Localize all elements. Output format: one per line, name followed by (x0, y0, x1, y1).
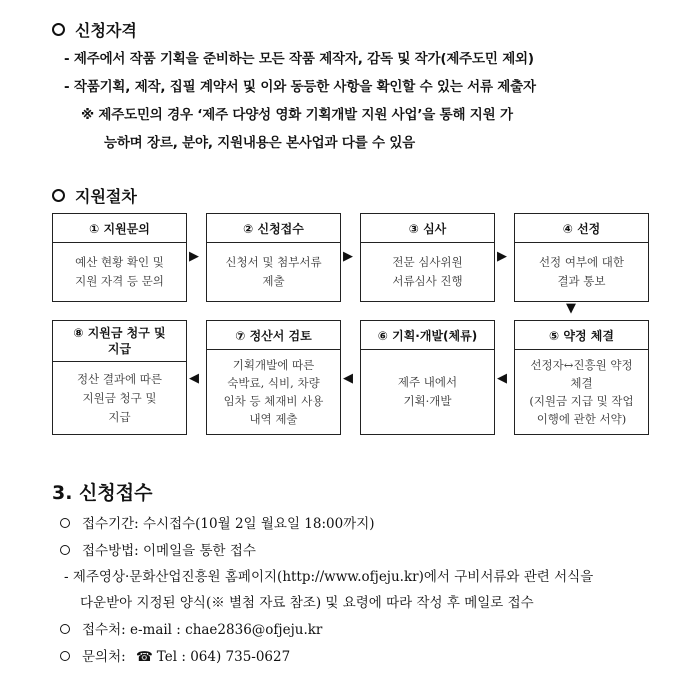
step-body: 선정 여부에 대한 결과 통보 (538, 255, 625, 288)
arrow-right-icon: ▶ (497, 249, 507, 264)
reception-method: 접수방법: 이메일을 통한 접수 (60, 539, 256, 559)
hollow-circle-bullet-icon (60, 518, 70, 528)
arrow-left-icon: ◀ (497, 371, 507, 386)
section-heading: 3. 신청접수 (52, 482, 153, 504)
step-body: 정산 결과에 따른 지원금 청구 및 지급 (76, 371, 163, 424)
arrow-left-icon: ◀ (343, 371, 353, 386)
qualification-heading: 신청자격 (52, 18, 137, 41)
step-body: 예산 현황 확인 및 지원 자격 등 문의 (75, 255, 164, 288)
qualification-line-2: - 작품기획, 제작, 집필 계약서 및 이와 동등한 사항을 확인할 수 있는 서류 제출자 (64, 79, 536, 95)
step-box-4 (514, 213, 649, 302)
arrow-right-icon: ▶ (189, 249, 199, 264)
step-title: ④ 선정 (515, 214, 648, 243)
arrow-down-icon: ▼ (566, 301, 576, 316)
reception-contact: 문의처: ☎ Tel : 064) 735-0627 (60, 645, 290, 665)
hollow-circle-bullet-icon (52, 23, 65, 36)
step-title: ② 신청접수 (207, 214, 340, 243)
step-body: 신청서 및 첨부서류 제출 (225, 255, 322, 288)
step-box-5 (514, 320, 649, 435)
step-body: 전문 심사위원 서류심사 진행 (392, 255, 463, 288)
step-title: ⑧ 지원금 청구 및 지급 (53, 321, 186, 362)
qualification-note-line-2: 능하며 장르, 분야, 지원내용은 본사업과 다를 수 있음 (104, 135, 416, 151)
procedure-heading: 지원절차 (52, 184, 137, 207)
step-body: 제주 내에서 기획·개발 (397, 375, 458, 408)
step-title: ① 지원문의 (53, 214, 186, 243)
step-title: ⑤ 약정 체결 (515, 321, 648, 350)
hollow-circle-bullet-icon (60, 651, 70, 661)
arrow-right-icon: ▶ (343, 249, 353, 264)
step-title: ⑦ 정산서 검토 (207, 321, 340, 350)
step-title: ⑥ 기획·개발(체류) (361, 321, 494, 350)
phone-icon: ☎ (135, 649, 153, 665)
reception-period: 접수기간: 수시접수(10월 2일 월요일 18:00까지) (60, 512, 375, 532)
step-title: ③ 심사 (361, 214, 494, 243)
hollow-circle-bullet-icon (52, 189, 65, 202)
reception-email: 접수처: e-mail : chae2836@ofjeju.kr (60, 618, 322, 638)
arrow-left-icon: ◀ (189, 371, 199, 386)
hollow-circle-bullet-icon (60, 624, 70, 634)
step-box-2 (206, 213, 341, 302)
reception-note-line-2: 다운받아 지정된 양식(※ 별첨 자료 참조) 및 요령에 따라 작성 후 메일로 접수 (80, 595, 534, 611)
step-box-1 (52, 213, 187, 302)
step-body: 기획개발에 따른 숙박료, 식비, 차량 임차 등 체재비 사용 내역 제출 (223, 358, 324, 426)
qualification-line-1: - 제주에서 작품 기획을 준비하는 모든 작품 제작자, 감독 및 작가(제주도민 제외) (64, 51, 534, 67)
step-box-3 (360, 213, 495, 302)
step-box-7 (206, 320, 341, 435)
step-box-6 (360, 320, 495, 435)
reception-note-line-1: - 제주영상·문화산업진흥원 홈페이지(http://www.ofjeju.kr)에서 구비서류와 관련 서식을 (64, 569, 594, 585)
step-box-8 (52, 320, 187, 435)
step-body: 선정자↔진흥원 약정 체결 (지원금 지급 및 작업 이행에 관한 서약) (529, 358, 634, 426)
qualification-note-line-1: ※ 제주도민의 경우 ‘제주 다양성 영화 기획개발 지원 사업’을 통해 지원 가 (81, 107, 513, 123)
hollow-circle-bullet-icon (60, 545, 70, 555)
